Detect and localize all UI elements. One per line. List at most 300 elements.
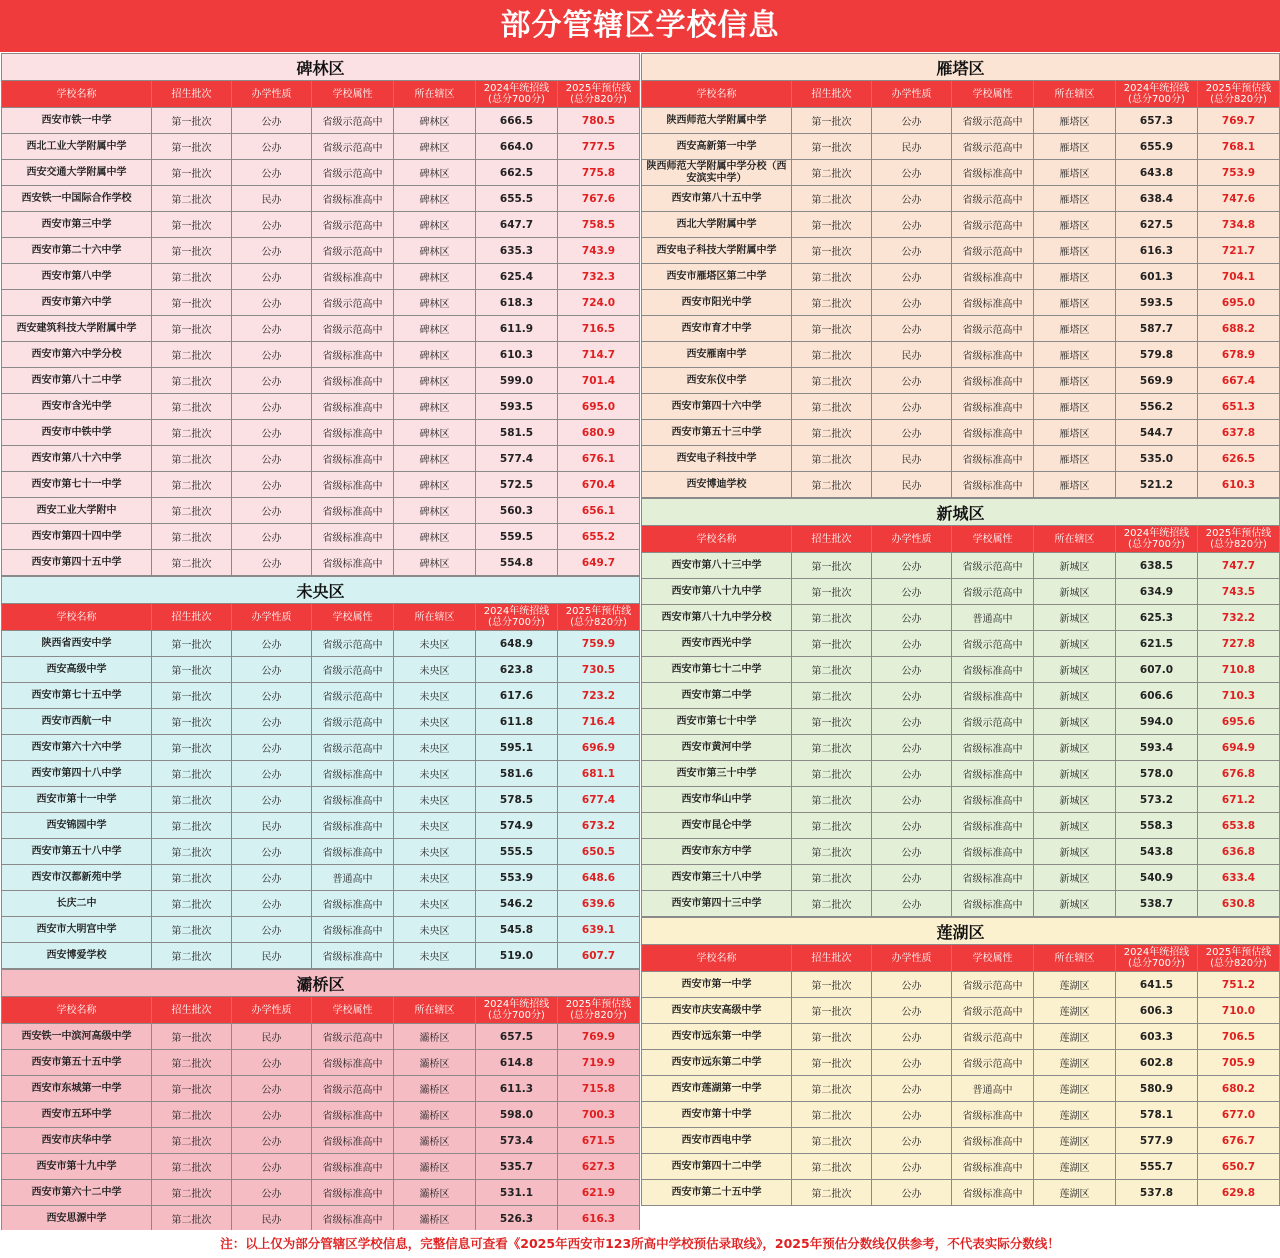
- table-cell: 西安市大明宫中学: [2, 917, 152, 943]
- district-table-beilin: [1, 53, 640, 576]
- table-cell: 第二批次: [792, 787, 872, 813]
- table-cell: 第二批次: [792, 761, 872, 787]
- table-row: [642, 839, 1280, 865]
- table-cell: 省级示范高中: [312, 134, 394, 160]
- column-header: 办学性质: [232, 997, 312, 1024]
- table-header-row: [642, 526, 1280, 553]
- table-cell: 670.4: [558, 472, 640, 498]
- table-cell: 519.0: [476, 943, 558, 969]
- table-cell: 706.5: [1198, 1024, 1280, 1050]
- table-row: [2, 917, 640, 943]
- table-cell: 省级标准高中: [312, 394, 394, 420]
- table-row: [642, 683, 1280, 709]
- table-cell: 第一批次: [792, 1024, 872, 1050]
- table-cell: 第二批次: [792, 446, 872, 472]
- table-cell: 西北工业大学附属中学: [2, 134, 152, 160]
- table-cell: 第二批次: [152, 787, 232, 813]
- table-cell: 公办: [872, 865, 952, 891]
- table-cell: 734.8: [1198, 212, 1280, 238]
- table-cell: 碑林区: [394, 238, 476, 264]
- table-cell: 577.4: [476, 446, 558, 472]
- table-cell: 公办: [872, 631, 952, 657]
- table-cell: 灞桥区: [394, 1050, 476, 1076]
- table-cell: 第二批次: [792, 160, 872, 186]
- table-cell: 公办: [872, 420, 952, 446]
- district-table-weiyang: [1, 576, 640, 969]
- table-cell: 碑林区: [394, 498, 476, 524]
- table-cell: 西安市东城第一中学: [2, 1076, 152, 1102]
- column-header: 学校属性: [952, 81, 1034, 108]
- table-cell: 721.7: [1198, 238, 1280, 264]
- table-cell: 第一批次: [792, 316, 872, 342]
- table-cell: 灞桥区: [394, 1154, 476, 1180]
- table-row: [2, 368, 640, 394]
- table-row: [2, 498, 640, 524]
- table-cell: 省级标准高中: [312, 472, 394, 498]
- table-cell: 省级示范高中: [312, 709, 394, 735]
- table-cell: 767.6: [558, 186, 640, 212]
- table-cell: 公办: [232, 631, 312, 657]
- column-header: 2024年统招线 (总分700分): [1116, 945, 1198, 972]
- table-cell: 雁塔区: [1034, 264, 1116, 290]
- table-cell: 第一批次: [152, 290, 232, 316]
- table-cell: 公办: [232, 657, 312, 683]
- table-cell: 593.5: [1116, 290, 1198, 316]
- table-cell: 623.8: [476, 657, 558, 683]
- table-row: [642, 446, 1280, 472]
- table-cell: 第二批次: [792, 1154, 872, 1180]
- table-cell: 743.9: [558, 238, 640, 264]
- table-cell: 西安市第四十四中学: [2, 524, 152, 550]
- table-cell: 省级标准高中: [312, 342, 394, 368]
- table-cell: 新城区: [1034, 735, 1116, 761]
- table-row: [2, 420, 640, 446]
- table-cell: 西安市远东第一中学: [642, 1024, 792, 1050]
- right-column: [641, 53, 1279, 1206]
- table-cell: 省级标准高中: [312, 524, 394, 550]
- table-cell: 公办: [872, 212, 952, 238]
- table-cell: 省级标准高中: [312, 420, 394, 446]
- table-cell: 第二批次: [792, 865, 872, 891]
- table-cell: 雁塔区: [1034, 160, 1116, 186]
- table-cell: 省级示范高中: [312, 212, 394, 238]
- table-cell: 710.8: [1198, 657, 1280, 683]
- table-cell: 省级标准高中: [312, 498, 394, 524]
- table-cell: 省级示范高中: [952, 631, 1034, 657]
- table-cell: 678.9: [1198, 342, 1280, 368]
- table-cell: 西安市西光中学: [642, 631, 792, 657]
- table-row: [642, 238, 1280, 264]
- table-row: [2, 446, 640, 472]
- table-cell: 西安市第八十五中学: [642, 186, 792, 212]
- table-cell: 莲湖区: [1034, 1154, 1116, 1180]
- table-row: [2, 472, 640, 498]
- table-cell: 724.0: [558, 290, 640, 316]
- table-cell: 723.2: [558, 683, 640, 709]
- table-cell: 688.2: [1198, 316, 1280, 342]
- table-cell: 581.5: [476, 420, 558, 446]
- table-cell: 第二批次: [152, 1206, 232, 1232]
- table-cell: 未央区: [394, 891, 476, 917]
- table-cell: 省级标准高中: [312, 1050, 394, 1076]
- table-cell: 碑林区: [394, 316, 476, 342]
- table-header-row: [2, 997, 640, 1024]
- table-cell: 省级示范高中: [952, 108, 1034, 134]
- table-cell: 公办: [232, 368, 312, 394]
- table-cell: 公办: [872, 290, 952, 316]
- column-header: 2025年预估线 (总分820分): [558, 81, 640, 108]
- table-cell: 莲湖区: [1034, 1076, 1116, 1102]
- district-title: 灞桥区: [2, 970, 640, 997]
- table-cell: 省级示范高中: [952, 1050, 1034, 1076]
- table-cell: 新城区: [1034, 657, 1116, 683]
- table-cell: 第二批次: [152, 472, 232, 498]
- table-cell: 732.2: [1198, 605, 1280, 631]
- table-cell: 公办: [872, 553, 952, 579]
- table-cell: 719.9: [558, 1050, 640, 1076]
- table-cell: 省级示范高中: [312, 290, 394, 316]
- table-cell: 第一批次: [792, 579, 872, 605]
- table-cell: 第一批次: [792, 709, 872, 735]
- table-cell: 公办: [232, 394, 312, 420]
- table-cell: 省级示范高中: [952, 134, 1034, 160]
- table-cell: 第二批次: [152, 420, 232, 446]
- table-cell: 西安电子科技大学附属中学: [642, 238, 792, 264]
- table-cell: 598.0: [476, 1102, 558, 1128]
- table-cell: 569.9: [1116, 368, 1198, 394]
- table-cell: 616.3: [1116, 238, 1198, 264]
- table-cell: 省级标准高中: [952, 342, 1034, 368]
- table-cell: 省级示范高中: [312, 316, 394, 342]
- table-cell: 陕西师范大学附属中学: [642, 108, 792, 134]
- table-cell: 西安铁一中滨河高级中学: [2, 1024, 152, 1050]
- table-cell: 587.7: [1116, 316, 1198, 342]
- table-cell: 公办: [872, 1076, 952, 1102]
- left-column: [1, 53, 639, 1232]
- column-header: 学校名称: [2, 604, 152, 631]
- table-cell: 陕西省西安中学: [2, 631, 152, 657]
- table-cell: 559.5: [476, 524, 558, 550]
- table-cell: 省级示范高中: [952, 579, 1034, 605]
- column-header: 招生批次: [792, 526, 872, 553]
- table-cell: 558.3: [1116, 813, 1198, 839]
- table-row: [2, 1102, 640, 1128]
- table-cell: 西安高新第一中学: [642, 134, 792, 160]
- table-cell: 公办: [872, 891, 952, 917]
- table-cell: 西安市第四十八中学: [2, 761, 152, 787]
- column-header: 学校属性: [952, 526, 1034, 553]
- table-cell: 公办: [232, 1050, 312, 1076]
- table-cell: 606.3: [1116, 998, 1198, 1024]
- table-row: [642, 342, 1280, 368]
- table-cell: 第二批次: [152, 813, 232, 839]
- table-cell: 579.8: [1116, 342, 1198, 368]
- table-cell: 公办: [232, 1128, 312, 1154]
- table-cell: 省级标准高中: [312, 891, 394, 917]
- table-cell: 灞桥区: [394, 1024, 476, 1050]
- table-cell: 第二批次: [152, 342, 232, 368]
- table-cell: 碑林区: [394, 420, 476, 446]
- table-cell: 695.0: [1198, 290, 1280, 316]
- column-header: 2025年预估线 (总分820分): [558, 604, 640, 631]
- table-cell: 西安市第四十二中学: [642, 1154, 792, 1180]
- table-cell: 省级标准高中: [952, 420, 1034, 446]
- table-cell: 第一批次: [152, 1024, 232, 1050]
- table-cell: 公办: [872, 368, 952, 394]
- table-cell: 610.3: [476, 342, 558, 368]
- table-cell: 574.9: [476, 813, 558, 839]
- table-cell: 省级标准高中: [312, 264, 394, 290]
- table-cell: 公办: [232, 891, 312, 917]
- table-cell: 普通高中: [312, 865, 394, 891]
- column-header: 2024年统招线 (总分700分): [476, 997, 558, 1024]
- table-cell: 634.9: [1116, 579, 1198, 605]
- table-cell: 775.8: [558, 160, 640, 186]
- table-cell: 省级标准高中: [952, 891, 1034, 917]
- table-row: [642, 316, 1280, 342]
- table-cell: 第一批次: [152, 134, 232, 160]
- table-row: [2, 891, 640, 917]
- table-cell: 572.5: [476, 472, 558, 498]
- table-row: [2, 1180, 640, 1206]
- table-cell: 607.7: [558, 943, 640, 969]
- table-cell: 未央区: [394, 865, 476, 891]
- table-cell: 公办: [872, 264, 952, 290]
- table-cell: 公办: [872, 186, 952, 212]
- table-cell: 第一批次: [792, 108, 872, 134]
- table-cell: 碑林区: [394, 342, 476, 368]
- table-cell: 西安市第二十六中学: [2, 238, 152, 264]
- table-cell: 第一批次: [152, 1076, 232, 1102]
- table-cell: 531.1: [476, 1180, 558, 1206]
- table-cell: 省级标准高中: [312, 761, 394, 787]
- table-cell: 未央区: [394, 631, 476, 657]
- table-cell: 省级标准高中: [952, 839, 1034, 865]
- table-header-row: [2, 604, 640, 631]
- table-header-row: [642, 945, 1280, 972]
- table-cell: 未央区: [394, 943, 476, 969]
- table-row: [2, 212, 640, 238]
- table-cell: 第一批次: [792, 972, 872, 998]
- table-row: [2, 683, 640, 709]
- table-cell: 747.6: [1198, 186, 1280, 212]
- table-cell: 碑林区: [394, 394, 476, 420]
- table-cell: 553.9: [476, 865, 558, 891]
- table-cell: 公办: [872, 998, 952, 1024]
- table-cell: 677.0: [1198, 1102, 1280, 1128]
- table-cell: 省级标准高中: [952, 368, 1034, 394]
- table-cell: 650.5: [558, 839, 640, 865]
- table-cell: 543.8: [1116, 839, 1198, 865]
- table-row: [642, 394, 1280, 420]
- table-cell: 碑林区: [394, 290, 476, 316]
- table-row: [642, 709, 1280, 735]
- table-cell: 莲湖区: [1034, 1180, 1116, 1206]
- table-cell: 公办: [872, 813, 952, 839]
- table-cell: 省级示范高中: [312, 631, 394, 657]
- table-cell: 公办: [872, 1128, 952, 1154]
- table-cell: 625.3: [1116, 605, 1198, 631]
- table-cell: 雁塔区: [1034, 316, 1116, 342]
- table-cell: 第二批次: [152, 550, 232, 576]
- table-cell: 省级标准高中: [312, 943, 394, 969]
- table-cell: 544.7: [1116, 420, 1198, 446]
- table-cell: 753.9: [1198, 160, 1280, 186]
- table-cell: 新城区: [1034, 605, 1116, 631]
- table-cell: 莲湖区: [1034, 972, 1116, 998]
- table-row: [2, 1154, 640, 1180]
- table-cell: 西安市第四十六中学: [642, 394, 792, 420]
- table-cell: 公办: [872, 108, 952, 134]
- table-cell: 677.4: [558, 787, 640, 813]
- table-cell: 560.3: [476, 498, 558, 524]
- table-cell: 西安市远东第二中学: [642, 1050, 792, 1076]
- table-cell: 657.3: [1116, 108, 1198, 134]
- table-cell: 省级标准高中: [312, 917, 394, 943]
- table-row: [642, 865, 1280, 891]
- table-cell: 公办: [872, 657, 952, 683]
- table-cell: 省级标准高中: [952, 1180, 1034, 1206]
- table-cell: 655.9: [1116, 134, 1198, 160]
- table-row: [642, 264, 1280, 290]
- table-cell: 省级标准高中: [952, 290, 1034, 316]
- table-cell: 省级标准高中: [312, 1206, 394, 1232]
- table-cell: 西安市第四十三中学: [642, 891, 792, 917]
- table-cell: 公办: [232, 446, 312, 472]
- table-cell: 新城区: [1034, 787, 1116, 813]
- table-cell: 省级标准高中: [312, 787, 394, 813]
- table-row: [2, 631, 640, 657]
- table-cell: 西安思源中学: [2, 1206, 152, 1232]
- table-cell: 715.8: [558, 1076, 640, 1102]
- table-cell: 省级标准高中: [952, 657, 1034, 683]
- table-cell: 西安市中铁中学: [2, 420, 152, 446]
- table-cell: 535.7: [476, 1154, 558, 1180]
- column-header: 2024年统招线 (总分700分): [476, 604, 558, 631]
- table-cell: 省级标准高中: [312, 550, 394, 576]
- table-cell: 省级标准高中: [952, 472, 1034, 498]
- table-cell: 621.5: [1116, 631, 1198, 657]
- table-row: [642, 1076, 1280, 1102]
- table-cell: 546.2: [476, 891, 558, 917]
- table-cell: 西安市西航一中: [2, 709, 152, 735]
- table-cell: 新城区: [1034, 553, 1116, 579]
- table-cell: 第二批次: [152, 498, 232, 524]
- table-cell: 西安市第八十六中学: [2, 446, 152, 472]
- column-header: 2024年统招线 (总分700分): [1116, 81, 1198, 108]
- table-cell: 公办: [232, 498, 312, 524]
- table-cell: 611.9: [476, 316, 558, 342]
- table-row: [2, 787, 640, 813]
- district-title: 碑林区: [2, 54, 640, 81]
- table-cell: 西安市第八十九中学: [642, 579, 792, 605]
- table-cell: 省级示范高中: [312, 160, 394, 186]
- table-cell: 第二批次: [792, 264, 872, 290]
- table-cell: 650.7: [1198, 1154, 1280, 1180]
- table-cell: 602.8: [1116, 1050, 1198, 1076]
- table-cell: 第二批次: [152, 1128, 232, 1154]
- table-cell: 西安市第四十五中学: [2, 550, 152, 576]
- table-row: [642, 1128, 1280, 1154]
- table-cell: 灞桥区: [394, 1180, 476, 1206]
- table-cell: 第一批次: [792, 553, 872, 579]
- table-cell: 西安市第六中学: [2, 290, 152, 316]
- column-header: 所在辖区: [394, 997, 476, 1024]
- table-cell: 671.5: [558, 1128, 640, 1154]
- table-header-row: [642, 81, 1280, 108]
- table-cell: 611.8: [476, 709, 558, 735]
- table-cell: 公办: [232, 420, 312, 446]
- table-cell: 公办: [872, 605, 952, 631]
- column-header: 办学性质: [232, 604, 312, 631]
- table-cell: 西安市第五十三中学: [642, 420, 792, 446]
- column-header: 所在辖区: [1034, 945, 1116, 972]
- table-cell: 未央区: [394, 839, 476, 865]
- column-header: 招生批次: [792, 81, 872, 108]
- table-row: [642, 972, 1280, 998]
- table-cell: 公办: [232, 1180, 312, 1206]
- table-row: [2, 342, 640, 368]
- table-cell: 碑林区: [394, 264, 476, 290]
- table-cell: 公办: [232, 264, 312, 290]
- table-cell: 第二批次: [792, 1180, 872, 1206]
- table-cell: 西北大学附属中学: [642, 212, 792, 238]
- table-cell: 638.4: [1116, 186, 1198, 212]
- table-row: [642, 290, 1280, 316]
- table-cell: 省级标准高中: [312, 186, 394, 212]
- table-cell: 653.8: [1198, 813, 1280, 839]
- table-cell: 省级示范高中: [312, 1024, 394, 1050]
- table-cell: 省级示范高中: [952, 998, 1034, 1024]
- table-cell: 第二批次: [792, 735, 872, 761]
- table-cell: 第二批次: [152, 891, 232, 917]
- table-row: [642, 605, 1280, 631]
- table-row: [2, 865, 640, 891]
- table-cell: 626.5: [1198, 446, 1280, 472]
- table-cell: 第一批次: [152, 631, 232, 657]
- table-row: [2, 1050, 640, 1076]
- table-cell: 碑林区: [394, 472, 476, 498]
- table-cell: 第二批次: [152, 368, 232, 394]
- table-cell: 538.7: [1116, 891, 1198, 917]
- table-cell: 西安市庆安高级中学: [642, 998, 792, 1024]
- table-cell: 民办: [232, 943, 312, 969]
- column-header: 2025年预估线 (总分820分): [1198, 81, 1280, 108]
- column-header: 2024年统招线 (总分700分): [1116, 526, 1198, 553]
- table-cell: 第二批次: [792, 342, 872, 368]
- table-cell: 莲湖区: [1034, 998, 1116, 1024]
- table-cell: 西安工业大学附中: [2, 498, 152, 524]
- table-row: [642, 657, 1280, 683]
- table-cell: 灞桥区: [394, 1128, 476, 1154]
- table-row: [642, 212, 1280, 238]
- table-cell: 公办: [872, 735, 952, 761]
- table-cell: 第一批次: [152, 657, 232, 683]
- column-header: 所在辖区: [1034, 526, 1116, 553]
- table-cell: 雁塔区: [1034, 368, 1116, 394]
- district-table-lianhu: [641, 917, 1280, 1206]
- table-header-row: [2, 81, 640, 108]
- table-cell: 省级标准高中: [312, 368, 394, 394]
- table-row: [2, 290, 640, 316]
- table-row: [2, 761, 640, 787]
- table-cell: 671.2: [1198, 787, 1280, 813]
- table-cell: 灞桥区: [394, 1076, 476, 1102]
- table-cell: 西安高级中学: [2, 657, 152, 683]
- table-cell: 第二批次: [792, 1128, 872, 1154]
- table-row: [2, 186, 640, 212]
- table-cell: 580.9: [1116, 1076, 1198, 1102]
